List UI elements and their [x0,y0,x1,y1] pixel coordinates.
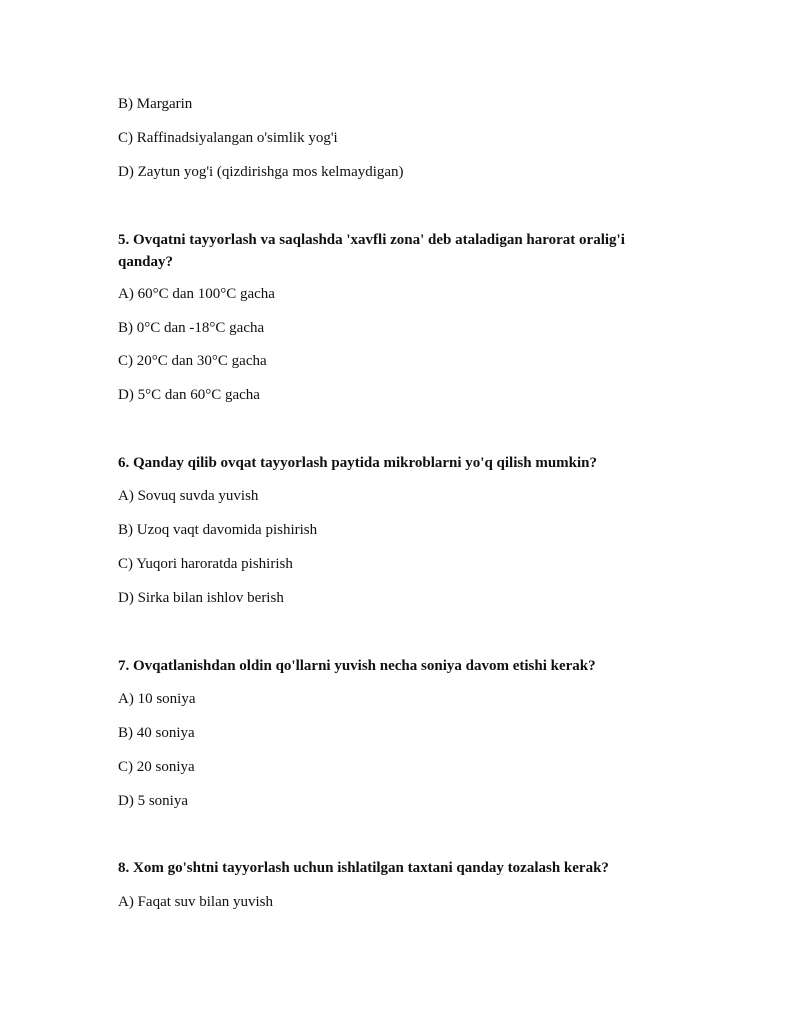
option-c: C) Raffinadsiyalangan o'simlik yog'i [118,130,338,146]
q6-option-a: A) Sovuq suvda yuvish [118,488,259,504]
question-8: 8. Xom go'shtni tayyorlash uchun ishlatilgan taxtani qanday tozalash kerak? [118,860,609,876]
q7-option-d: D) 5 soniya [118,793,188,809]
question-5: 5. Ovqatni tayyorlash va saqlashda 'xavfli zona' deb ataladigan harorat oralig'i qanday? [118,232,625,270]
question-7: 7. Ovqatlanishdan oldin qo'llarni yuvish necha soniya davom etishi kerak? [118,658,596,674]
q5-option-b: B) 0°C dan -18°C gacha [118,320,265,336]
q6-option-c: C) Yuqori haroratda pishirish [118,556,293,572]
q5-option-d: D) 5°C dan 60°C gacha [118,387,260,403]
q8-option-a: A) Faqat suv bilan yuvish [118,894,273,910]
q5-option-c: C) 20°C dan 30°C gacha [118,353,267,369]
option-d: D) Zaytun yog'i (qizdirishga mos kelmaydigan) [118,164,404,180]
q6-option-d: D) Sirka bilan ishlov berish [118,590,284,606]
q5-option-a: A) 60°C dan 100°C gacha [118,286,275,302]
q7-option-b: B) 40 soniya [118,725,195,741]
q7-option-a: A) 10 soniya [118,691,196,707]
question-6: 6. Qanday qilib ovqat tayyorlash paytida mikroblarni yo'q qilish mumkin? [118,455,598,471]
option-b: B) Margarin [118,96,193,112]
q7-option-c: C) 20 soniya [118,759,195,775]
q6-option-b: B) Uzoq vaqt davomida pishirish [118,522,318,538]
